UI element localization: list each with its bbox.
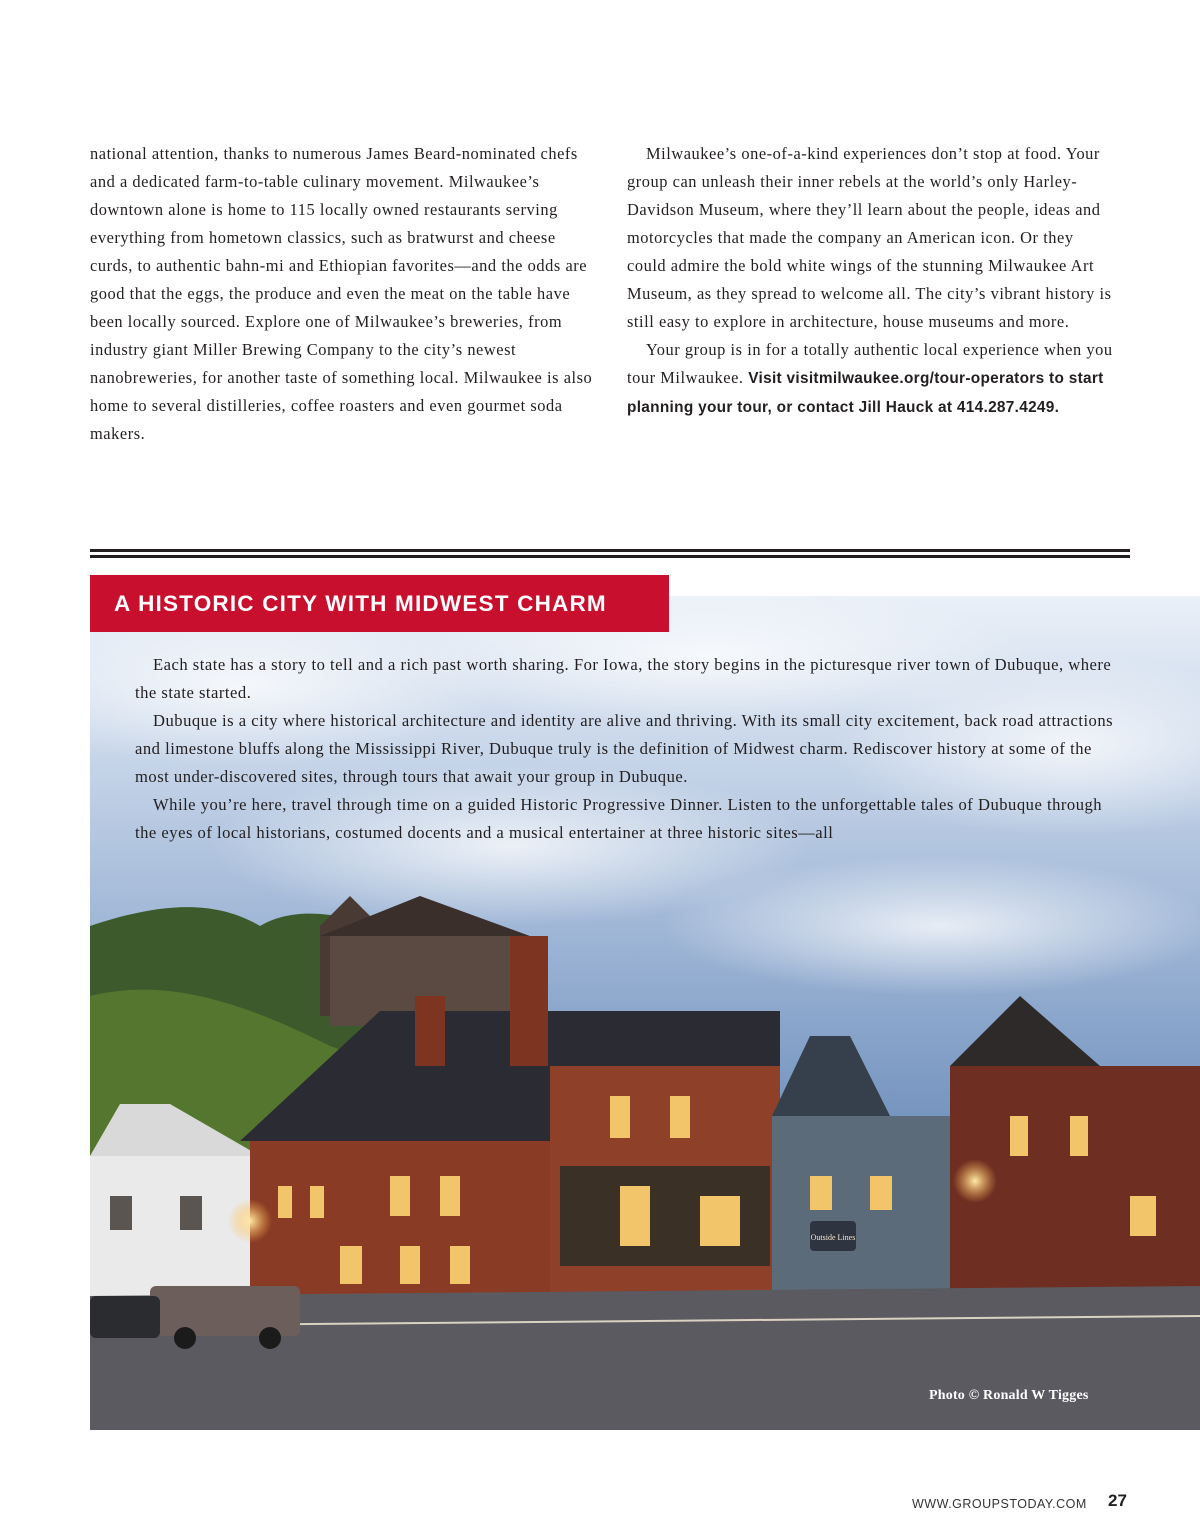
right-column-paragraph-2	[627, 336, 1117, 422]
right-column-paragraph-1: Milwaukee’s one-of-a-kind experiences don’t stop at food. Your group can unleash their inner rebels at the world’s only Harley-Davidson Museum, where they’ll learn about the people, ideas and motorcycles that made the company an American icon. Or they could admire the bold white wings of the stunning Milwaukee Art Museum, as they spread to welcome all. The city’s vibrant history is still easy to explore in architecture, house museums and more.	[627, 144, 1112, 331]
section-paragraph-1: Each state has a story to tell and a rich past worth sharing. For Iowa, the story begins in the picturesque river town of Dubuque, where the state started.	[135, 655, 1112, 702]
section-divider-top	[90, 549, 1130, 552]
section-divider-bottom	[90, 555, 1130, 558]
page-number: 27	[1108, 1491, 1127, 1510]
chimney	[415, 996, 445, 1066]
pickup-truck	[150, 1286, 300, 1336]
cloud	[660, 856, 1200, 996]
right-column-paragraph-2-text: Your group is in for a totally authentic local experience when you tour Milwaukee.	[627, 340, 1113, 387]
window	[180, 1196, 202, 1230]
blue-house-roof	[772, 1036, 890, 1116]
wheel	[259, 1327, 281, 1349]
call-to-action: Visit visitmilwaukee.org/tour-operators to start planning your tour, or contact Jill Hauck at 414.287.4249.	[627, 370, 1104, 416]
parked-car	[90, 1296, 160, 1338]
right-text-column	[627, 140, 1117, 422]
left-text-column	[90, 140, 595, 448]
section-heading-banner: A HISTORIC CITY WITH MIDWEST CHARM	[90, 575, 669, 632]
footer-website-url[interactable]: WWW.GROUPSTODAY.COM	[912, 1497, 1087, 1511]
street-lamp-glow	[953, 1159, 997, 1203]
victorian-roof	[950, 996, 1100, 1066]
section-paragraph-3: While you’re here, travel through time on a guided Historic Progressive Dinner. Listen to the unforgettable tales of Dubuque through the eyes of local historians, costumed docents and a musical entertainer at three historic sites—all	[135, 795, 1103, 842]
shop-sign-text: Outside Lines	[810, 1233, 856, 1242]
window	[110, 1196, 132, 1230]
section-body-text	[135, 651, 1125, 847]
section-paragraph-2: Dubuque is a city where historical architecture and identity are alive and thriving. With its small city excitement, back road attractions and limestone bluffs along the Mississippi River, Dubuque truly is the definition of Midwest charm. Rediscover history at some of the most under-discovered sites, through tours that await your group in Dubuque.	[135, 711, 1114, 786]
left-column-paragraph: national attention, thanks to numerous James Beard-nominated chefs and a dedicated farm-to-table culinary movement. Milwaukee’s downtown alone is home to 115 locally owned restaurants serving everything from hometown classics, such as bratwurst and cheese curds, to authentic bahn-mi and Ethiopian favorites—and the odds are good that the eggs, the produce and even the meat on the table have been locally sourced. Explore one of Milwaukee’s breweries, from industry giant Miller Brewing Company to the city’s newest nanobreweries, for another taste of something local. Milwaukee is also home to several distilleries, coffee roasters and even gourmet soda makers.	[90, 144, 593, 443]
chimney	[510, 936, 548, 1066]
wheel	[174, 1327, 196, 1349]
street-lamp-glow	[228, 1199, 272, 1243]
photo-credit: Photo © Ronald W Tigges	[929, 1388, 1089, 1403]
